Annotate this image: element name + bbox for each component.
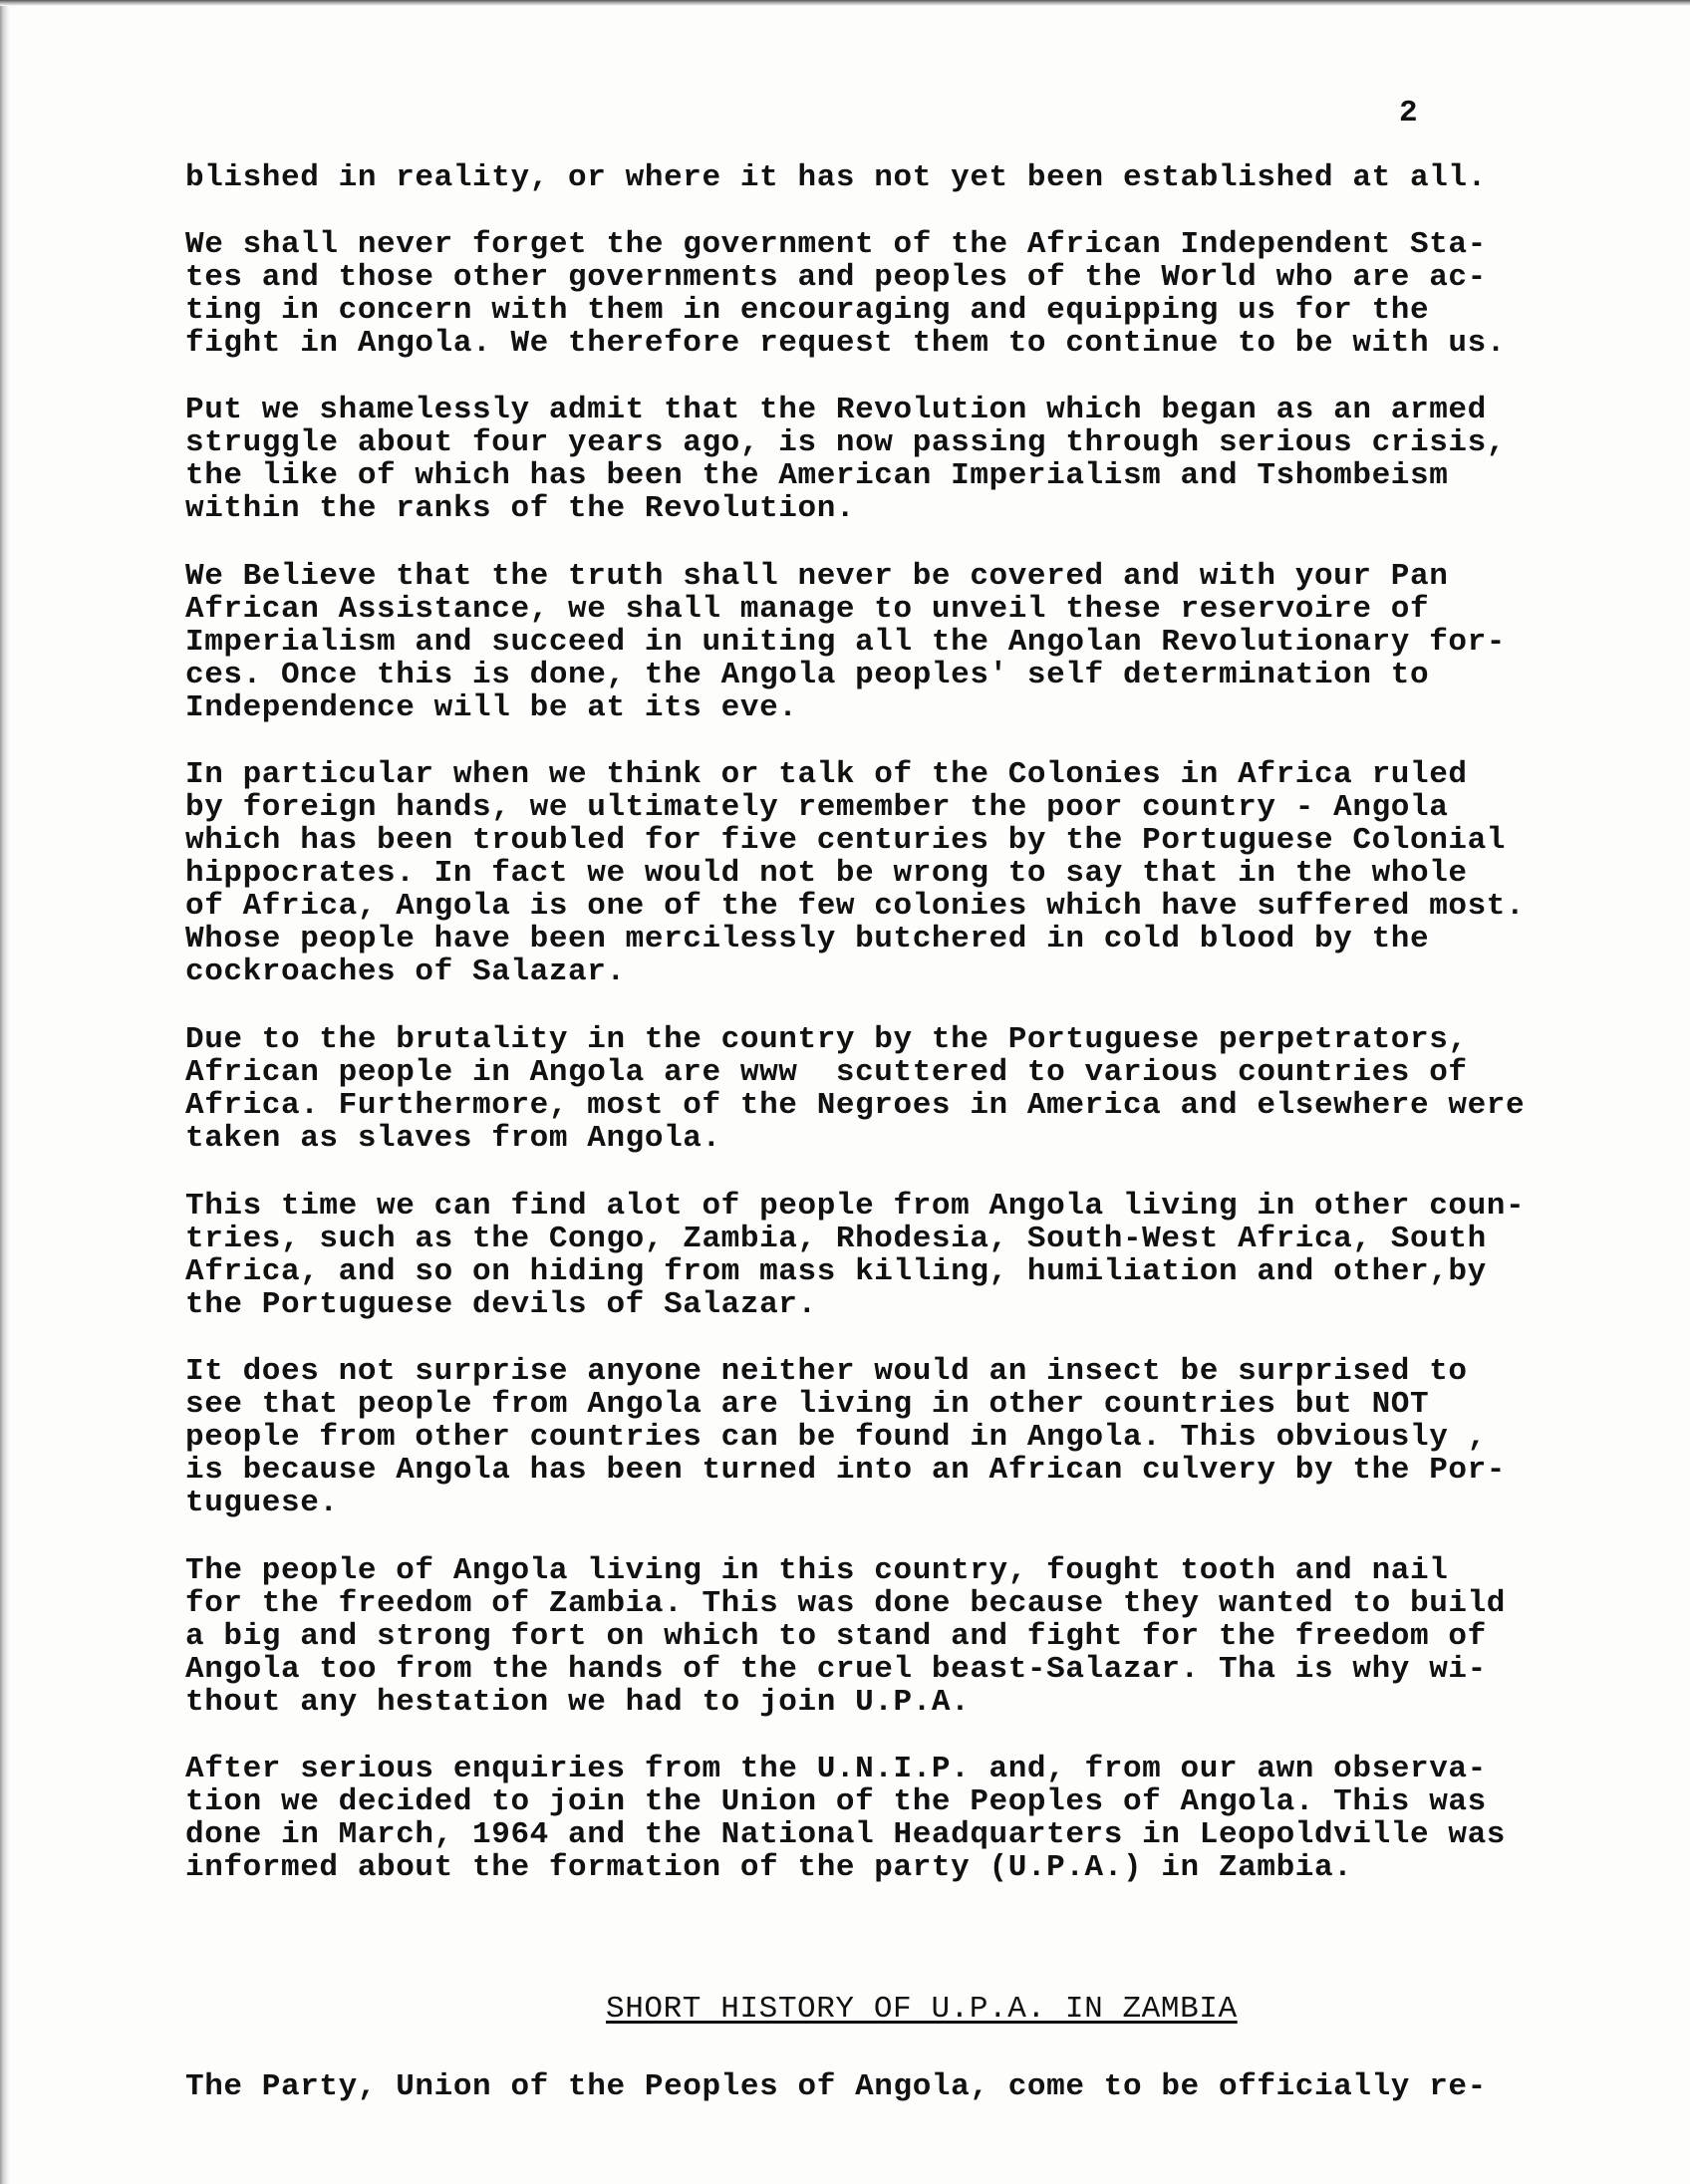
paragraph-1: blished in reality, or where it has not yet been established at all. <box>185 160 1487 195</box>
paragraph-7: This time we can find alot of people from Angola living in other coun- tries, such as the Congo, Zambia, Rhodesia, South-West Africa, South Africa, and so on hiding from mass killing, humiliation and other,by the Portuguese devils of Salazar. <box>185 1189 1526 1322</box>
paragraph-5: In particular when we think or talk of the Colonies in Africa ruled by foreign hands, we ultimately remember the poor country - Angola which has been troubled for five centuries by the Portuguese Colonial hippocrates. In fact we would not be wrong to say that in the whole of Africa, Angola is one of the few colonies which have suffered most. Whose people have been mercilessly butchered in cold blood by the cockroaches of Salazar. <box>185 757 1526 989</box>
paragraph-9: The people of Angola living in this country, fought tooth and nail for the freedom of Zambia. This was done because they wanted to build a big and strong fort on which to stand and fight for the freedom of Angola too from the hands of the cruel beast-Salazar. Tha is why wi- thout any hestation we had to join U.P.A. <box>185 1553 1507 1720</box>
paragraph-6: Due to the brutality in the country by the Portuguese perpetrators, African people in Angola are www scuttered to various countries of Africa. Furthermore, most of the Negroes in America and elsewhere were taken as slaves from Angola. <box>185 1022 1526 1156</box>
paragraph-3: Put we shamelessly admit that the Revolution which began as an armed struggle about four years ago, is now passing through serious crisis, the like of which has been the American Imperialism and Tshombeism within the ranks of the Revolution. <box>185 393 1507 526</box>
scan-edge-top <box>0 0 1690 6</box>
paragraph-10: After serious enquiries from the U.N.I.P. and, from our awn observa- tion we decided to join the Union of the Peoples of Angola. This was done in March, 1964 and the National Headquarters in Leopoldville was informed about the formation of the party (U.P.A.) in Zambia. <box>185 1752 1507 1885</box>
closing-paragraph: The Party, Union of the Peoples of Angola, come to be officially re- <box>185 2069 1487 2104</box>
paragraph-8: It does not surprise anyone neither would an insect be surprised to see that people from Angola are living in other countries but NOT people from other countries can be found in Angola. This obviously , is because Angola has been turned into an African culvery by the Por- tuguese. <box>185 1354 1507 1520</box>
paragraph-4: We Believe that the truth shall never be covered and with your Pan African Assistance, we shall manage to unveil these reservoire of Imperialism and succeed in uniting all the Angolan Revolutionary for- ces. Once this is done, the Angola peoples' self determination to Independence will be at its eve. <box>185 559 1507 725</box>
section-heading: SHORT HISTORY OF U.P.A. IN ZAMBIA <box>606 1992 1238 2027</box>
paragraph-2: We shall never forget the government of the African Independent Sta- tes and those other governments and peoples of the World who are ac- ting in concern with them in encouraging and equipping us for the fight in Angola. We therefore request them to continue to be with us. <box>185 227 1507 361</box>
scan-edge-left <box>0 0 10 2184</box>
page-number: 2 <box>1399 96 1419 131</box>
